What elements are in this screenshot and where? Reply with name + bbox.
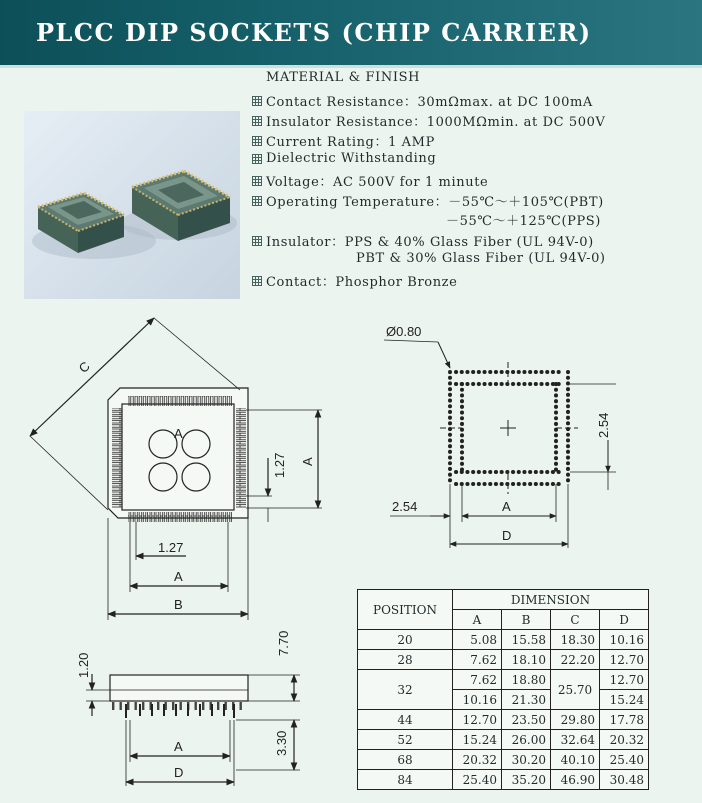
side-view-drawing [86, 674, 300, 786]
top-view-pitch-side: 1.27 [272, 452, 287, 478]
side-view-a-label: A [174, 739, 183, 754]
table-row: 44 12.70 23.50 29.80 17.78 [358, 710, 649, 730]
col-d-header: D [600, 610, 649, 630]
position-header: POSITION [358, 590, 453, 630]
side-view-height-1: 1.20 [76, 652, 91, 678]
top-view-b-label: B [174, 597, 183, 612]
spec-voltage: Voltage：AC 500V for 1 minute [252, 171, 488, 190]
table-row: 68 20.32 30.20 40.10 25.40 [358, 750, 649, 770]
footprint-d-label: D [502, 528, 512, 543]
spec-current-rating: Current Rating：1 AMP [252, 131, 435, 150]
specs-heading: MATERIAL & FINISH [266, 70, 421, 85]
side-view-height-2: 7.70 [276, 630, 291, 656]
col-c-header: C [551, 610, 600, 630]
spec-insulator-pbt: PBT & 30% Glass Fiber (UL 94V-0) [356, 251, 606, 266]
side-view-d-label: D [174, 765, 184, 780]
table-row: 10.16 21.30 15.24 [358, 690, 649, 710]
spec-insulator: Insulator：PPS & 40% Glass Fiber (UL 94V-0) [252, 231, 594, 250]
footprint-a-label: A [502, 499, 511, 514]
spec-dielectric: Dielectric Withstanding [252, 151, 436, 166]
dimension-table [357, 589, 649, 790]
top-view-pitch: 1.27 [158, 540, 184, 555]
table-row: 28 7.62 18.10 22.20 12.70 [358, 650, 649, 670]
top-view-a-bottom: A [174, 569, 183, 584]
spec-insulator-resistance: Insulator Resistance：1000MΩmin. at DC 500V [252, 111, 605, 130]
table-row: 32 7.62 18.80 25.70 12.70 [358, 670, 649, 690]
col-a-header: A [453, 610, 502, 630]
spec-operating-temperature: Operating Temperature：－55℃～＋105℃(PBT) [252, 191, 604, 210]
page-title: PLCC DIP SOCKETS (CHIP CARRIER) [36, 18, 592, 47]
side-view-pin-length: 3.30 [274, 730, 289, 756]
dimension-header: DIMENSION [453, 590, 649, 610]
footprint-pitch-horizontal: 2.54 [392, 499, 418, 514]
top-view-a-label: A [174, 426, 183, 441]
footprint-hole-label: Ø0.80 [386, 324, 422, 339]
table-row: 84 25.40 35.20 46.90 30.48 [358, 770, 649, 790]
footprint-drawing [384, 340, 616, 548]
top-view-a-side: A [300, 457, 315, 466]
top-view-c-label: C [75, 358, 93, 376]
spec-contact: Contact：Phosphor Bronze [252, 271, 457, 290]
col-b-header: B [502, 610, 551, 630]
table-row: 20 5.08 15.58 18.30 10.16 [358, 630, 649, 650]
spec-contact-resistance: Contact Resistance：30mΩmax. at DC 100mA [252, 91, 593, 110]
table-row: 52 15.24 26.00 32.64 20.32 [358, 730, 649, 750]
spec-temperature-pps: －55℃～＋125℃(PPS) [446, 214, 601, 229]
footprint-pitch-vertical: 2.54 [596, 412, 611, 438]
